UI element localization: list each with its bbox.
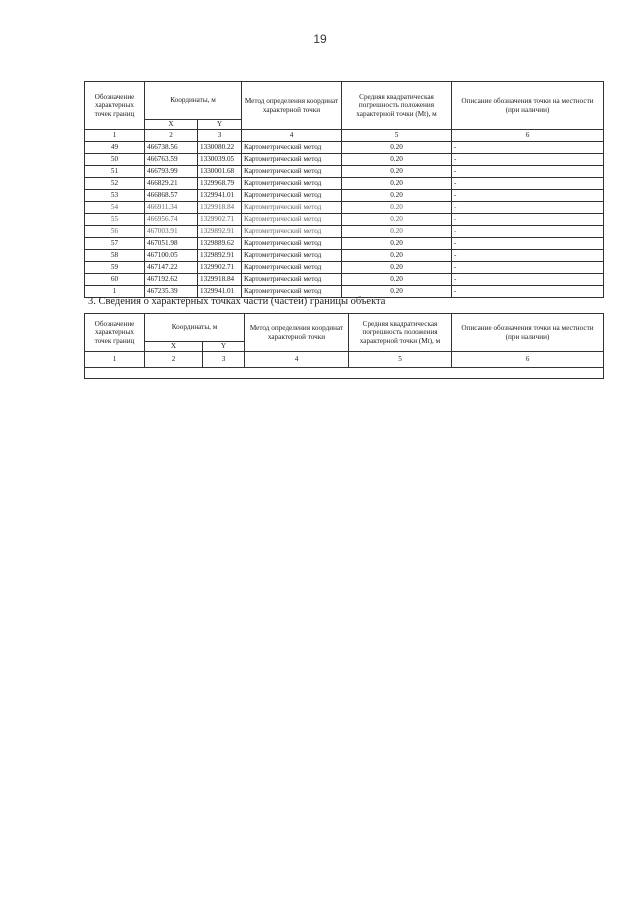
cell-y: 1329918.84 xyxy=(198,202,242,214)
cell-point: 58 xyxy=(85,250,145,262)
cell-method: Картометрический метод xyxy=(242,214,342,226)
cell-error: 0.20 xyxy=(342,190,452,202)
table-row xyxy=(85,262,604,274)
column-number: 1 xyxy=(85,130,145,142)
cell-desc: - xyxy=(452,214,604,226)
header-point: Обозначение характерных точек границ xyxy=(85,82,145,130)
cell-point: 51 xyxy=(85,166,145,178)
cell-y: 1330039.05 xyxy=(198,154,242,166)
cell-desc: - xyxy=(452,178,604,190)
table-row xyxy=(85,226,604,238)
cell-error: 0.20 xyxy=(342,286,452,298)
cell-y: 1329941.01 xyxy=(198,286,242,298)
cell-method: Картометрический метод xyxy=(242,238,342,250)
table-row xyxy=(85,190,604,202)
cell-x: 466911.34 xyxy=(145,202,198,214)
cell-desc: - xyxy=(452,190,604,202)
cell-error: 0.20 xyxy=(342,142,452,154)
cell-desc: - xyxy=(452,166,604,178)
cell-y: 1329892.91 xyxy=(198,226,242,238)
cell-point: 52 xyxy=(85,178,145,190)
cell-point: 54 xyxy=(85,202,145,214)
column-number: 3 xyxy=(198,130,242,142)
header-y: Y xyxy=(203,342,245,352)
header-description: Описание обозначения точки на местности (при наличии) xyxy=(452,314,604,352)
cell-y: 1329902.71 xyxy=(198,214,242,226)
cell-x: 467100.05 xyxy=(145,250,198,262)
cell-method: Картометрический метод xyxy=(242,262,342,274)
cell-method: Картометрический метод xyxy=(242,226,342,238)
column-number: 6 xyxy=(452,352,604,368)
cell-point: 59 xyxy=(85,262,145,274)
cell-method: Картометрический метод xyxy=(242,250,342,262)
table-row xyxy=(85,202,604,214)
cell-point: 57 xyxy=(85,238,145,250)
cell-method: Картометрический метод xyxy=(242,142,342,154)
cell-point: 50 xyxy=(85,154,145,166)
cell-error: 0.20 xyxy=(342,202,452,214)
cell-method: Картометрический метод xyxy=(242,286,342,298)
cell-x: 466868.57 xyxy=(145,190,198,202)
column-number: 2 xyxy=(145,130,198,142)
header-coords: Координаты, м xyxy=(145,82,242,120)
cell-x: 466829.21 xyxy=(145,178,198,190)
empty-cell xyxy=(85,368,604,379)
cell-method: Картометрический метод xyxy=(242,274,342,286)
cell-method: Картометрический метод xyxy=(242,178,342,190)
cell-desc: - xyxy=(452,142,604,154)
cell-x: 467192.62 xyxy=(145,274,198,286)
cell-x: 466763.59 xyxy=(145,154,198,166)
column-number: 5 xyxy=(342,130,452,142)
cell-desc: - xyxy=(452,250,604,262)
cell-error: 0.20 xyxy=(342,238,452,250)
cell-y: 1329892.91 xyxy=(198,250,242,262)
cell-x: 467147.22 xyxy=(145,262,198,274)
section-title: 3. Сведения о характерных точках части (частей) границы объекта xyxy=(88,296,386,307)
column-number: 3 xyxy=(203,352,245,368)
cell-method: Картометрический метод xyxy=(242,202,342,214)
boundary-points-table xyxy=(84,81,604,298)
cell-method: Картометрический метод xyxy=(242,154,342,166)
cell-method: Картометрический метод xyxy=(242,166,342,178)
table-row xyxy=(85,238,604,250)
column-number: 6 xyxy=(452,130,604,142)
table-row xyxy=(85,178,604,190)
table-row xyxy=(85,214,604,226)
cell-method: Картометрический метод xyxy=(242,190,342,202)
part-points-table xyxy=(84,313,604,379)
cell-desc: - xyxy=(452,274,604,286)
column-number: 1 xyxy=(85,352,145,368)
cell-y: 1329902.71 xyxy=(198,262,242,274)
header-y: Y xyxy=(198,120,242,130)
header-description: Описание обозначения точки на местности (при наличии) xyxy=(452,82,604,130)
cell-error: 0.20 xyxy=(342,166,452,178)
header-error: Средняя квадратическая погрешность положения характерной точки (Mt), м xyxy=(342,82,452,130)
header-point: Обозначение характерных точек границ xyxy=(85,314,145,352)
cell-point: 55 xyxy=(85,214,145,226)
header-error: Средняя квадратическая погрешность положения характерной точки (Mt), м xyxy=(349,314,452,352)
header-x: X xyxy=(145,342,203,352)
empty-row xyxy=(85,368,604,379)
header-x: X xyxy=(145,120,198,130)
cell-error: 0.20 xyxy=(342,250,452,262)
cell-desc: - xyxy=(452,286,604,298)
cell-x: 467051.98 xyxy=(145,238,198,250)
column-number: 4 xyxy=(242,130,342,142)
cell-error: 0.20 xyxy=(342,274,452,286)
cell-desc: - xyxy=(452,262,604,274)
table-row xyxy=(85,142,604,154)
table-header-row xyxy=(85,82,604,120)
cell-x: 467003.91 xyxy=(145,226,198,238)
cell-error: 0.20 xyxy=(342,214,452,226)
cell-x: 467235.39 xyxy=(145,286,198,298)
cell-point: 53 xyxy=(85,190,145,202)
table-header-row xyxy=(85,314,604,342)
cell-y: 1329941.01 xyxy=(198,190,242,202)
cell-y: 1329918.84 xyxy=(198,274,242,286)
column-numbers-row xyxy=(85,352,604,368)
cell-desc: - xyxy=(452,238,604,250)
cell-y: 1329968.79 xyxy=(198,178,242,190)
column-number: 5 xyxy=(349,352,452,368)
cell-point: 49 xyxy=(85,142,145,154)
cell-x: 466793.99 xyxy=(145,166,198,178)
cell-desc: - xyxy=(452,202,604,214)
table-row xyxy=(85,154,604,166)
column-number: 4 xyxy=(245,352,349,368)
cell-y: 1330001.68 xyxy=(198,166,242,178)
cell-desc: - xyxy=(452,154,604,166)
cell-y: 1330080.22 xyxy=(198,142,242,154)
column-number: 2 xyxy=(145,352,203,368)
page-number: 19 xyxy=(313,32,327,46)
cell-error: 0.20 xyxy=(342,226,452,238)
table-row xyxy=(85,274,604,286)
cell-x: 466738.56 xyxy=(145,142,198,154)
header-method: Метод определения координат характерной точки xyxy=(242,82,342,130)
table-row xyxy=(85,250,604,262)
cell-error: 0.20 xyxy=(342,262,452,274)
cell-point: 60 xyxy=(85,274,145,286)
cell-y: 1329889.62 xyxy=(198,238,242,250)
table-row xyxy=(85,166,604,178)
cell-point: 1 xyxy=(85,286,145,298)
cell-point: 56 xyxy=(85,226,145,238)
column-numbers-row xyxy=(85,130,604,142)
header-coords: Координаты, м xyxy=(145,314,245,342)
header-method: Метод определения координат характерной точки xyxy=(245,314,349,352)
cell-error: 0.20 xyxy=(342,154,452,166)
cell-error: 0.20 xyxy=(342,178,452,190)
cell-x: 466956.74 xyxy=(145,214,198,226)
cell-desc: - xyxy=(452,226,604,238)
